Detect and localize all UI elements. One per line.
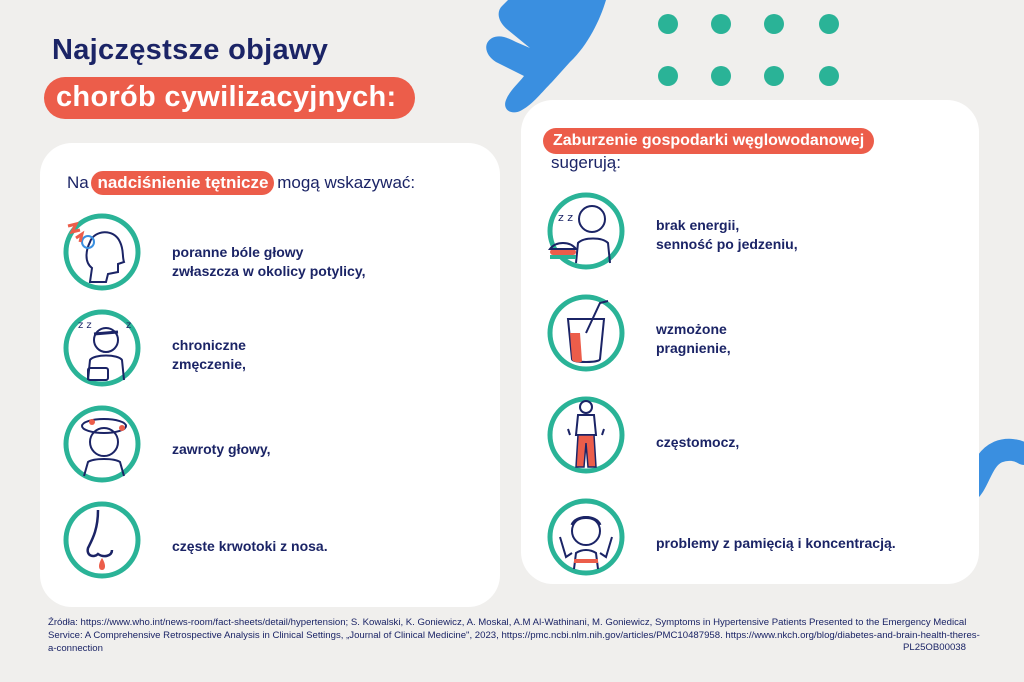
hypertension-highlight: nadciśnienie tętnicze [91,171,274,195]
sources-text: Źródła: https://www.who.int/news-room/fact-sheets/detail/hypertension; S. Kowalski, K. Goniewicz, A. Moskal, A.M Al-Wathinani, M. Goniewicz, Symptoms in Hypertensive Patients Presented to the Emergency Medical Service: A Comprehensive Retrospective Analysis in Clinical Settings, „Journal of Clinical Medicine", 2023, https://pmc.ncbi.nlm.nih.gov/articles/PMC10487958. https://www.nkch.org/blog/diabetes-and-brain-health-theres-a-connection [48,617,980,654]
symptom-morning-headache: poranne bóle głowy zwłaszcza w okolicy potylicy, [172,244,366,279]
symptom-dizziness: zawroty głowy, [172,441,271,457]
hypertension-intro: Na nadciśnienie tętnicze mogą wskazywać: [67,171,415,195]
tired-person-icon [62,308,142,388]
carbohydrate-subtitle: sugerują: [551,153,621,172]
document-code: PL25OB00038 [903,642,966,653]
symptom-chronic-fatigue: chroniczne zmęczenie, [172,337,246,372]
symptom-lack-of-energy: brak energii, senność po jedzeniu, [656,217,798,252]
symptom-memory-problems: problemy z pamięcią i koncentracją. [656,535,896,551]
symptom-frequent-urination: częstomocz, [656,434,740,450]
carbohydrate-highlight: Zaburzenie gospodarki węglowodanowej [543,128,874,154]
glass-with-straw-icon [546,293,626,373]
svg-text:z: z [126,320,132,331]
page-title-line2: chorób cywilizacyjnych: [44,77,415,119]
page-title-line1: Najczęstsze objawy [52,34,329,66]
headache-icon [62,212,142,292]
dizzy-person-icon [62,404,142,484]
svg-text:z z: z z [558,211,574,224]
sleepy-after-meal-icon [546,191,626,271]
symptom-nosebleeds: częste krwotoki z nosa. [172,538,328,554]
frequent-urination-icon [546,395,626,475]
nosebleed-icon [62,500,142,580]
memory-problems-icon [546,497,626,577]
symptom-increased-thirst: wzmożone pragnienie, [656,321,731,356]
svg-text:z z: z z [78,320,92,331]
